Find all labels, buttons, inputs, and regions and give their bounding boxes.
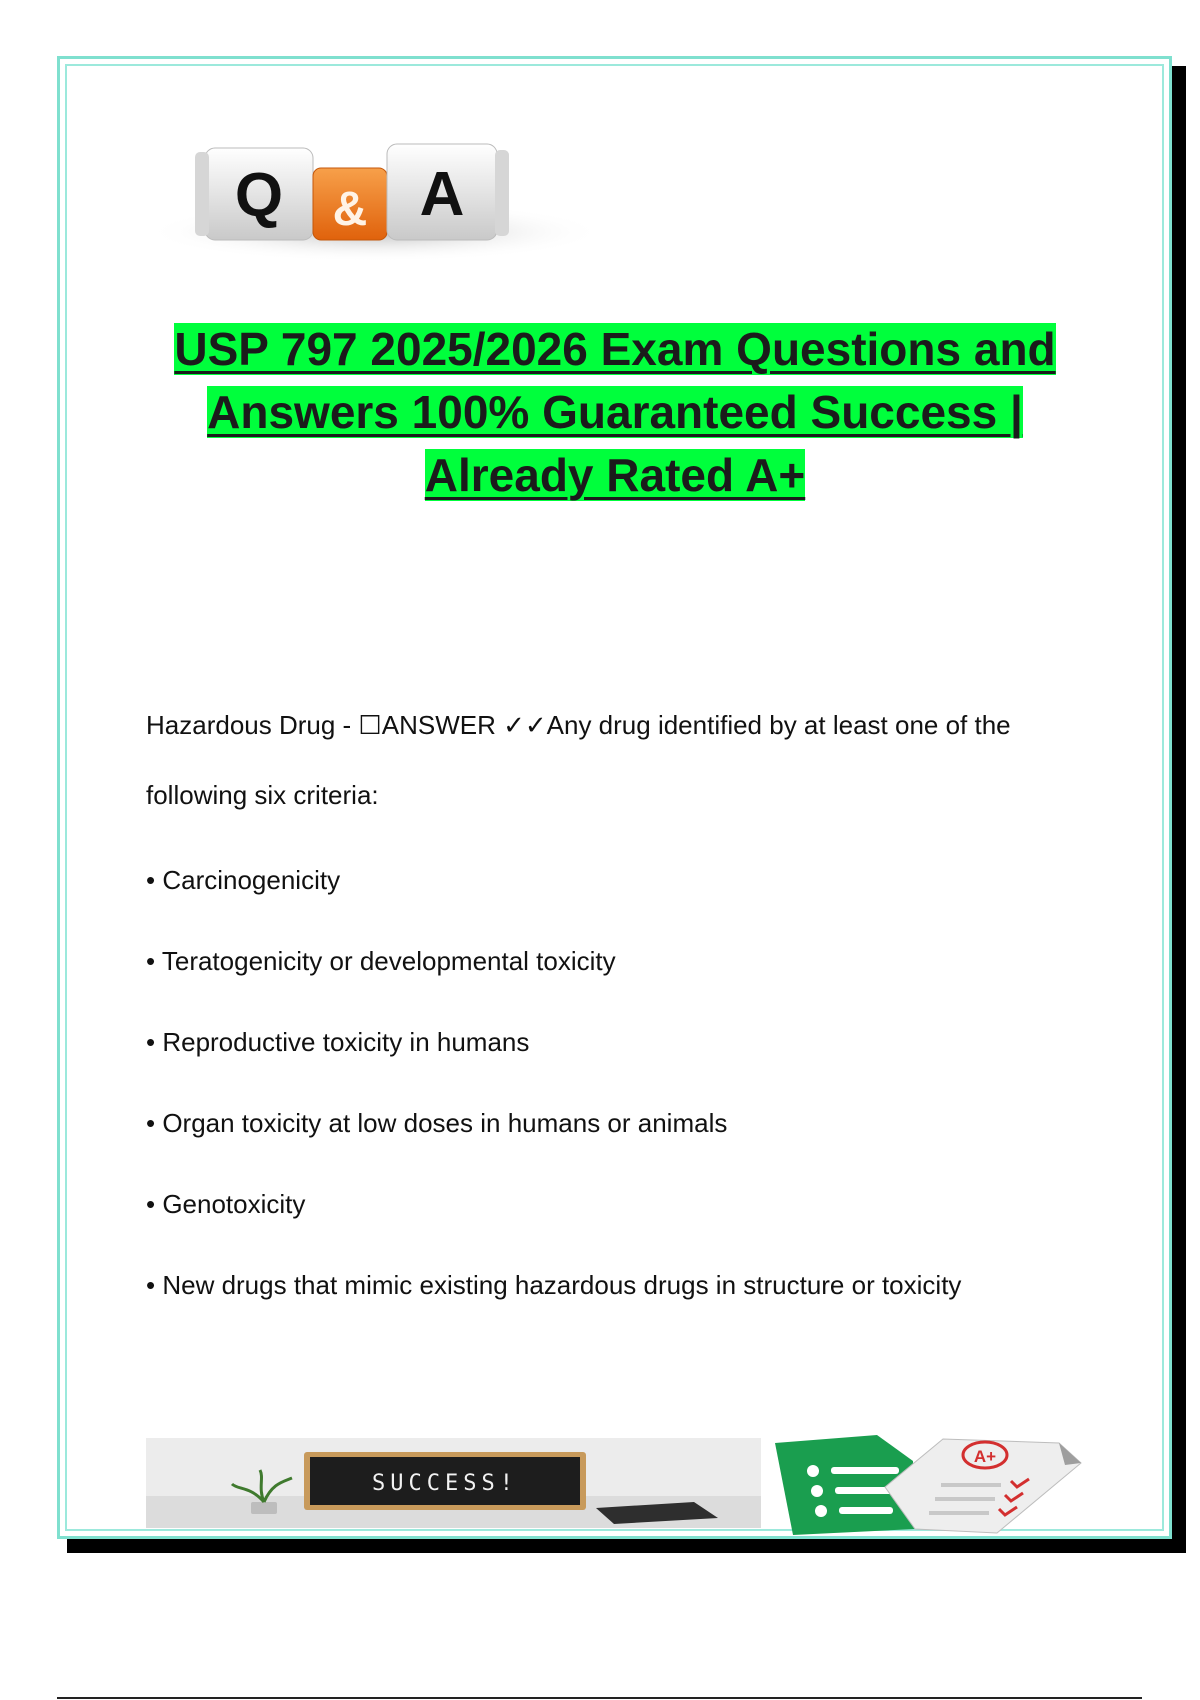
title-line-1: USP 797 2025/2026 Exam Questions and bbox=[174, 323, 1056, 375]
title-line-2: Answers 100% Guaranteed Success | bbox=[207, 386, 1023, 438]
svg-text:Q: Q bbox=[234, 161, 284, 230]
die-a bbox=[387, 144, 509, 240]
title-line-3: Already Rated A+ bbox=[424, 449, 806, 501]
criteria-list bbox=[146, 840, 1106, 1326]
svg-text:A+: A+ bbox=[973, 1447, 997, 1466]
graded-document-graphic bbox=[765, 1425, 1085, 1537]
success-banner-image bbox=[146, 1438, 761, 1528]
qa-term: Hazardous Drug - bbox=[146, 710, 359, 740]
document-title bbox=[130, 318, 1100, 507]
svg-text:&: & bbox=[332, 183, 368, 236]
qa-entry bbox=[146, 690, 1106, 1326]
qa-dice-logo bbox=[145, 120, 600, 275]
graded-paper-icon bbox=[885, 1439, 1081, 1533]
answer-text-cont: following six criteria: bbox=[146, 780, 379, 810]
answer-marker: ☐ANSWER ✓✓ bbox=[358, 710, 547, 740]
svg-text:SUCCESS!: SUCCESS! bbox=[372, 1471, 518, 1496]
answer-text: Any drug identified by at least one of the bbox=[546, 710, 1011, 740]
die-amp bbox=[313, 168, 387, 240]
svg-text:A: A bbox=[419, 160, 465, 229]
list-item: • Carcinogenicity bbox=[146, 865, 341, 895]
list-item: • Genotoxicity bbox=[146, 1189, 306, 1219]
list-item: • New drugs that mimic existing hazardous drugs in structure or toxicity bbox=[146, 1270, 962, 1300]
qa-question bbox=[146, 690, 1106, 830]
list-item: • Reproductive toxicity in humans bbox=[146, 1027, 530, 1057]
die-q bbox=[195, 148, 313, 240]
list-item: • Teratogenicity or developmental toxicity bbox=[146, 946, 616, 976]
list-item: • Organ toxicity at low doses in humans or animals bbox=[146, 1108, 728, 1138]
footer-rule bbox=[57, 1697, 1142, 1699]
